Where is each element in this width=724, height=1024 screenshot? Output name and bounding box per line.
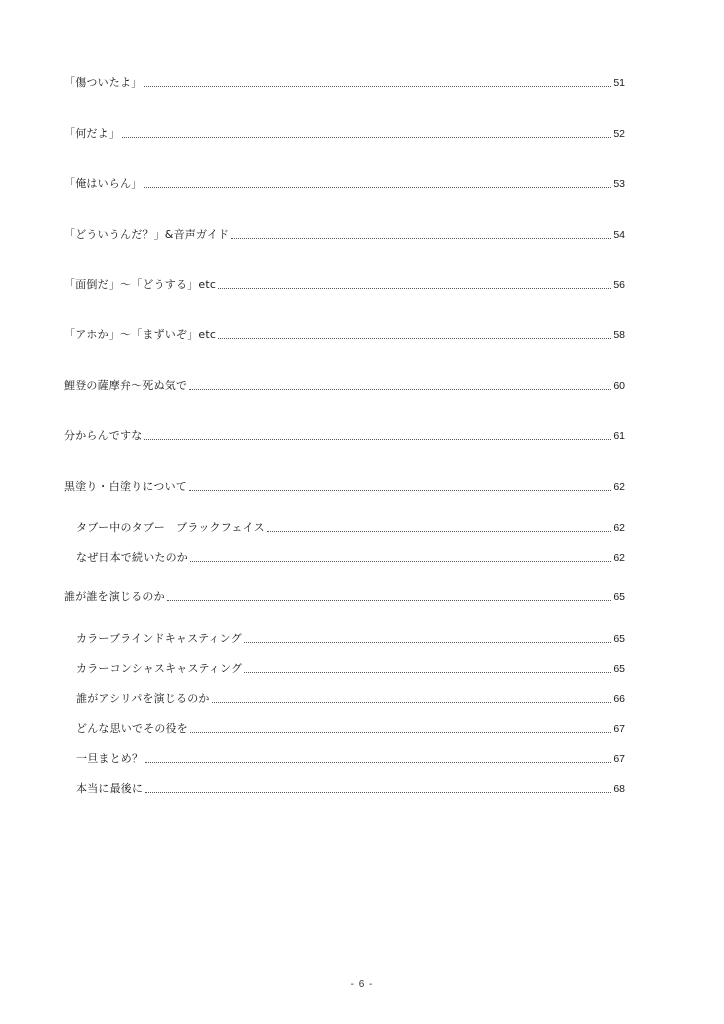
toc-entry-title: 分からんですな	[64, 429, 143, 442]
toc-entry-page: 65	[613, 633, 625, 645]
toc-entry-page: 62	[613, 552, 625, 564]
dot-leader	[244, 642, 612, 643]
dot-leader	[145, 792, 611, 793]
toc-entry-title: 鯉登の薩摩弁～死ぬ気で	[64, 379, 188, 392]
toc-entry-page: 54	[613, 229, 625, 241]
toc-entry-title: カラーブラインドキャスティング	[76, 632, 242, 645]
toc-entry-page: 52	[613, 128, 625, 140]
toc-entry-page: 65	[613, 663, 625, 675]
page-number-footer: - 6 -	[350, 979, 374, 990]
toc-entry[interactable]	[64, 173, 625, 191]
dot-leader	[144, 86, 611, 87]
toc-entry-title: 本当に最後に	[76, 782, 144, 795]
toc-entry-page: 62	[613, 522, 625, 534]
toc-subentry[interactable]	[76, 658, 625, 676]
dot-leader	[167, 600, 612, 601]
toc-entry-page: 56	[613, 279, 625, 291]
dot-leader	[190, 561, 611, 562]
toc-entry[interactable]	[64, 72, 625, 90]
toc-entry-title: 「アホか」～「まずいぞ」etc	[64, 328, 217, 341]
dot-leader	[190, 732, 611, 733]
toc-entry[interactable]	[64, 274, 625, 292]
toc-entry-title: タブー中のタブー ブラックフェイス	[76, 521, 265, 534]
toc-entry[interactable]	[64, 375, 625, 393]
toc-entry-title: 誰が誰を演じるのか	[64, 590, 165, 603]
toc-entry-page: 67	[613, 753, 625, 765]
toc-entry-title: 一旦まとめ？	[76, 752, 144, 765]
toc-entry-page: 68	[613, 783, 625, 795]
toc-entry-page: 53	[613, 178, 625, 190]
toc-entry[interactable]	[64, 425, 625, 443]
toc-entry-page: 66	[613, 693, 625, 705]
toc-entry-page: 58	[613, 329, 625, 341]
toc-subentry[interactable]	[76, 778, 625, 796]
dot-leader	[244, 672, 611, 673]
toc-entry[interactable]	[64, 586, 625, 604]
toc-entry-title: 「面倒だ」～「どうする」etc	[64, 278, 217, 291]
toc-entry-title: 誰がアシリパを演じるのか	[76, 692, 210, 705]
dot-leader	[218, 338, 611, 339]
toc-subentry[interactable]	[76, 547, 625, 565]
toc-entry-title: 「傷ついたよ」	[64, 76, 143, 89]
dot-leader	[212, 702, 612, 703]
toc-subentry[interactable]	[76, 517, 625, 535]
dot-leader	[267, 531, 611, 532]
toc-subentry[interactable]	[76, 688, 625, 706]
dot-leader	[189, 490, 611, 491]
toc-entry-title: なぜ日本で続いたのか	[76, 551, 188, 564]
dot-leader	[145, 762, 611, 763]
toc-entry-title: 「何だよ」	[64, 127, 120, 140]
toc-entry-page: 67	[613, 723, 625, 735]
toc-entry-title: どんな思いでその役を	[76, 722, 188, 735]
toc-subentry[interactable]	[76, 748, 625, 766]
toc-entry-title: 黒塗り・白塗りについて	[64, 480, 187, 493]
toc-entry-page: 61	[613, 430, 625, 442]
dot-leader	[144, 187, 611, 188]
toc-subentry[interactable]	[76, 628, 625, 646]
dot-leader	[122, 137, 611, 138]
dot-leader	[189, 389, 611, 390]
toc-entry-title: カラーコンシャスキャスティング	[76, 662, 243, 675]
toc-entry-page: 65	[613, 591, 625, 603]
dot-leader	[218, 288, 611, 289]
toc-subentry[interactable]	[76, 718, 625, 736]
toc-entry-title: 「俺はいらん」	[64, 177, 143, 190]
toc-entry[interactable]	[64, 476, 625, 494]
toc-entry-page: 60	[613, 380, 625, 392]
toc-entry[interactable]	[64, 123, 625, 141]
toc-entry[interactable]	[64, 224, 625, 242]
toc-entry-page: 51	[613, 77, 625, 89]
dot-leader	[231, 238, 611, 239]
toc-entry[interactable]	[64, 324, 625, 342]
dot-leader	[144, 439, 611, 440]
toc-entry-page: 62	[613, 481, 625, 493]
toc-entry-title: 「どういうんだ？」&音声ガイド	[64, 228, 230, 241]
